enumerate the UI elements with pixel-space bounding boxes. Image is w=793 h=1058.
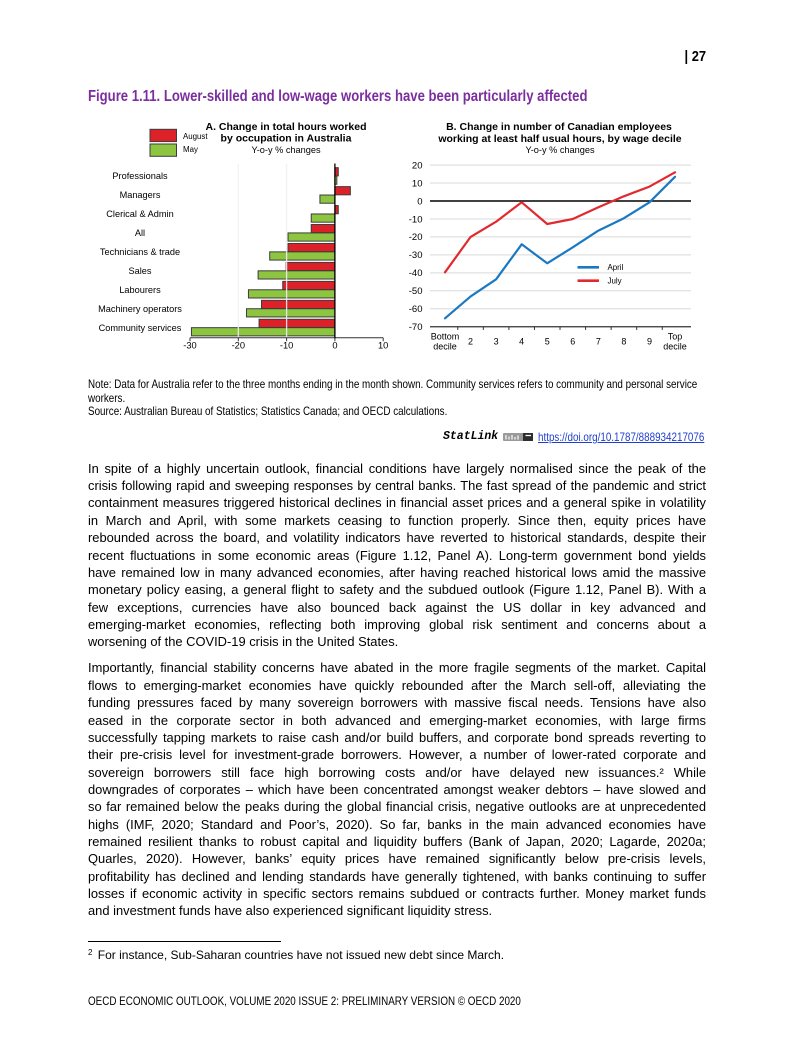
text-line: remained resilient thanks to robust capital and liquidity buffers (Bank of Japan, 2020; Lagarde, 2020a;	[88, 833, 706, 849]
legend-swatch-august	[150, 129, 177, 141]
y-tick-label: 0	[417, 196, 423, 208]
text-line: profitability has declined and lending standards have generally tightened, with banks continuing to suffer	[88, 868, 706, 884]
bar-may	[191, 328, 334, 336]
statlink-logo-icon	[503, 432, 533, 442]
panel-b-title-line-1: B. Change in number of Canadian employees	[446, 121, 672, 133]
bar-may	[320, 195, 335, 203]
x-tick-label: 0	[332, 340, 338, 351]
x-tick-label: 9	[646, 336, 652, 347]
text-line: successfully tapping markets to raise cash and/or build buffers, and corporate bond spreads reverting to	[88, 729, 706, 745]
y-tick-label: -40	[408, 268, 423, 280]
figure-note: Note: Data for Australia refer to the three months ending in the month shown. Community services refers to community and personal service workers.	[88, 377, 698, 405]
footnote-text: For instance, Sub-Saharan countries have not issued new debt since March.	[97, 948, 505, 962]
panel-a-subtitle: Y-o-y % changes	[251, 145, 321, 155]
text-line: and investment funds have also experienced significant liquidity stress.	[88, 903, 493, 919]
x-tick-label: 7	[595, 336, 601, 347]
panel-a-title-line-2: by occupation in Australia	[220, 132, 352, 145]
y-tick-label: 20	[411, 160, 423, 172]
panel-a-title-line-1: A. Change in total hours worked	[205, 121, 367, 133]
bar-may	[288, 233, 335, 241]
text-line: emerging-market economies, reflecting both improving global risk sentiment and concerns about a	[88, 616, 706, 632]
bar-august	[335, 187, 350, 195]
x-tick-label: 3	[493, 336, 499, 347]
text-line: Importantly, financial stability concerns have abated in the more fragile segments of the market. Capital	[88, 660, 706, 676]
bar-august	[288, 243, 335, 251]
y-tick-label: -70	[408, 322, 423, 334]
x-tick-label: 8	[621, 336, 627, 347]
text-line: highs (IMF, 2020; Standard and Poor’s, 2020). So far, banks in the main advanced economies have	[88, 816, 706, 832]
category-label: Community services	[98, 322, 182, 333]
figure-chart	[0, 110, 793, 360]
text-line: monetary policy easing, a general flight to safety and the subdued outlook (Figure 1.12, Panel B). With a	[88, 582, 706, 598]
bar-may	[247, 309, 335, 317]
text-line: sovereign borrowers still face high borrowing costs and/or have delayed new issuances.² While	[88, 764, 706, 780]
text-line: so far remained below the peaks during the global financial crisis, negative outlooks are at unprecedented	[88, 799, 706, 815]
panel-b-plot-area	[409, 160, 691, 351]
panel-b-legend	[578, 263, 624, 285]
x-tick-label: 5	[544, 336, 550, 347]
panel-a-plot-area	[98, 164, 388, 351]
bar-may	[270, 252, 335, 260]
bar-august	[261, 300, 334, 308]
text-line: In spite of a highly uncertain outlook, financial conditions have largely normalised since the peak of the	[88, 460, 706, 476]
footnote-marker: 2	[88, 948, 93, 957]
x-tick-label: -10	[279, 340, 294, 351]
figure-source: Source: Australian Bureau of Statistics; Statistics Canada; and OECD calculations.	[88, 403, 448, 418]
text-line: recent fluctuations in some economic areas (Figure 1.12, Panel A). Long-term government bond yields	[88, 547, 706, 563]
body-text	[88, 460, 706, 929]
x-tick-label: Bottom	[430, 331, 460, 342]
panel-b-subtitle: Y-o-y % changes	[525, 145, 595, 155]
panel-b-line-chart	[409, 121, 691, 352]
text-line: losses if economic activity in specific sectors remains subdued or contracts further. Money market funds	[88, 885, 706, 901]
text-line: in March and April, with some markets ceasing to function properly. Since then, equity prices have	[88, 512, 706, 528]
category-label: Clerical & Admin	[106, 209, 174, 220]
series-line-april	[445, 177, 675, 318]
category-label: Machinery operators	[98, 303, 182, 314]
text-line: rebounded across the board, and volatility indicators have reverted to historical standards, despite their	[88, 530, 706, 546]
x-tick-label: decile	[663, 341, 687, 352]
category-label: Technicians & trade	[99, 246, 181, 257]
figure-title: Figure 1.11. Lower-skilled and low-wage workers have been particularly affected	[88, 88, 588, 105]
bar-august	[259, 319, 335, 327]
bar-may	[311, 214, 335, 222]
category-label: Professionals	[112, 171, 168, 182]
bar-may	[248, 290, 334, 298]
x-tick-label: 6	[570, 336, 576, 347]
text-line: have remained low in many advanced economies, after having reached historical lows amid the massive	[88, 564, 706, 580]
bar-august	[286, 262, 335, 270]
footnote	[88, 947, 504, 965]
text-line: containment measures triggered historical declines in financial asset prices and a general spike in volatility	[88, 495, 706, 511]
text-line: flows to emerging-market economies have quickly rebounded after the March sell-off, alleviating the	[88, 677, 706, 693]
legend-label-april: April	[607, 263, 624, 273]
body-paragraph	[88, 460, 706, 651]
x-tick-label: 4	[519, 336, 525, 347]
text-line: their pre-crisis level for investment-grade borrowers. However, a number of lower-rated corporate and	[88, 747, 706, 763]
text-line: crisis following rapid and sweeping responses by central banks. The fast spread of the pandemic and strict	[88, 478, 706, 494]
category-label: Sales	[128, 265, 152, 276]
x-tick-label: decile	[433, 341, 457, 352]
y-tick-label: 10	[411, 178, 423, 190]
category-label: All	[134, 228, 146, 239]
y-tick-label: -30	[408, 250, 423, 262]
statlink-url-link[interactable]: https://doi.org/10.1787/888934217076	[538, 430, 705, 444]
legend-swatch-may	[150, 144, 177, 156]
statlink-label: StatLink	[443, 430, 499, 443]
bar-may	[258, 271, 335, 279]
y-tick-label: -10	[408, 214, 423, 226]
text-line: Quarles, 2020). However, banks’ equity prices have remained significantly below pre-crisis levels,	[88, 851, 706, 867]
text-line: few exceptions, currencies have also bounced back against the US dollar in key advanced and	[88, 599, 706, 615]
text-line: downgrades of corporates – which have been concentrated amongst weaker debtors – have slowed and	[88, 781, 706, 797]
body-paragraph	[88, 659, 706, 919]
text-line: funding pressures faced by many sovereign borrowers with massive fiscal needs. Tensions have also	[88, 695, 706, 711]
legend-label-august: August	[183, 131, 208, 141]
text-line: eased in the corporate sector in both advanced and emerging-market economies, with large firms	[88, 712, 706, 728]
x-tick-label: Top	[667, 331, 683, 342]
x-tick-label: 2	[468, 336, 474, 347]
legend-label-july: July	[607, 276, 622, 286]
legend-label-may: May	[183, 145, 198, 154]
panel-a-bar-chart	[98, 121, 388, 351]
panel-b-title-line-2: working at least half usual hours, by wage decile	[438, 133, 682, 145]
page-number: | 27	[684, 48, 706, 65]
category-label: Labourers	[119, 284, 161, 295]
bar-august	[283, 281, 335, 289]
y-tick-label: -60	[408, 304, 423, 316]
y-tick-label: -50	[408, 286, 423, 298]
x-tick-label: -20	[231, 340, 246, 351]
x-tick-label: 10	[378, 340, 389, 351]
page-footer: OECD ECONOMIC OUTLOOK, VOLUME 2020 ISSUE 2: PRELIMINARY VERSION © OECD 2020	[88, 994, 521, 1008]
bar-august	[311, 225, 335, 233]
series-line-july	[445, 172, 675, 272]
footnote-separator	[88, 941, 281, 942]
x-tick-label: -30	[183, 340, 197, 351]
category-label: Managers	[119, 190, 161, 201]
text-line: worsening of the COVID-19 crisis in the United States.	[88, 634, 399, 650]
y-tick-label: -20	[408, 232, 423, 244]
figure-notes	[88, 378, 706, 418]
